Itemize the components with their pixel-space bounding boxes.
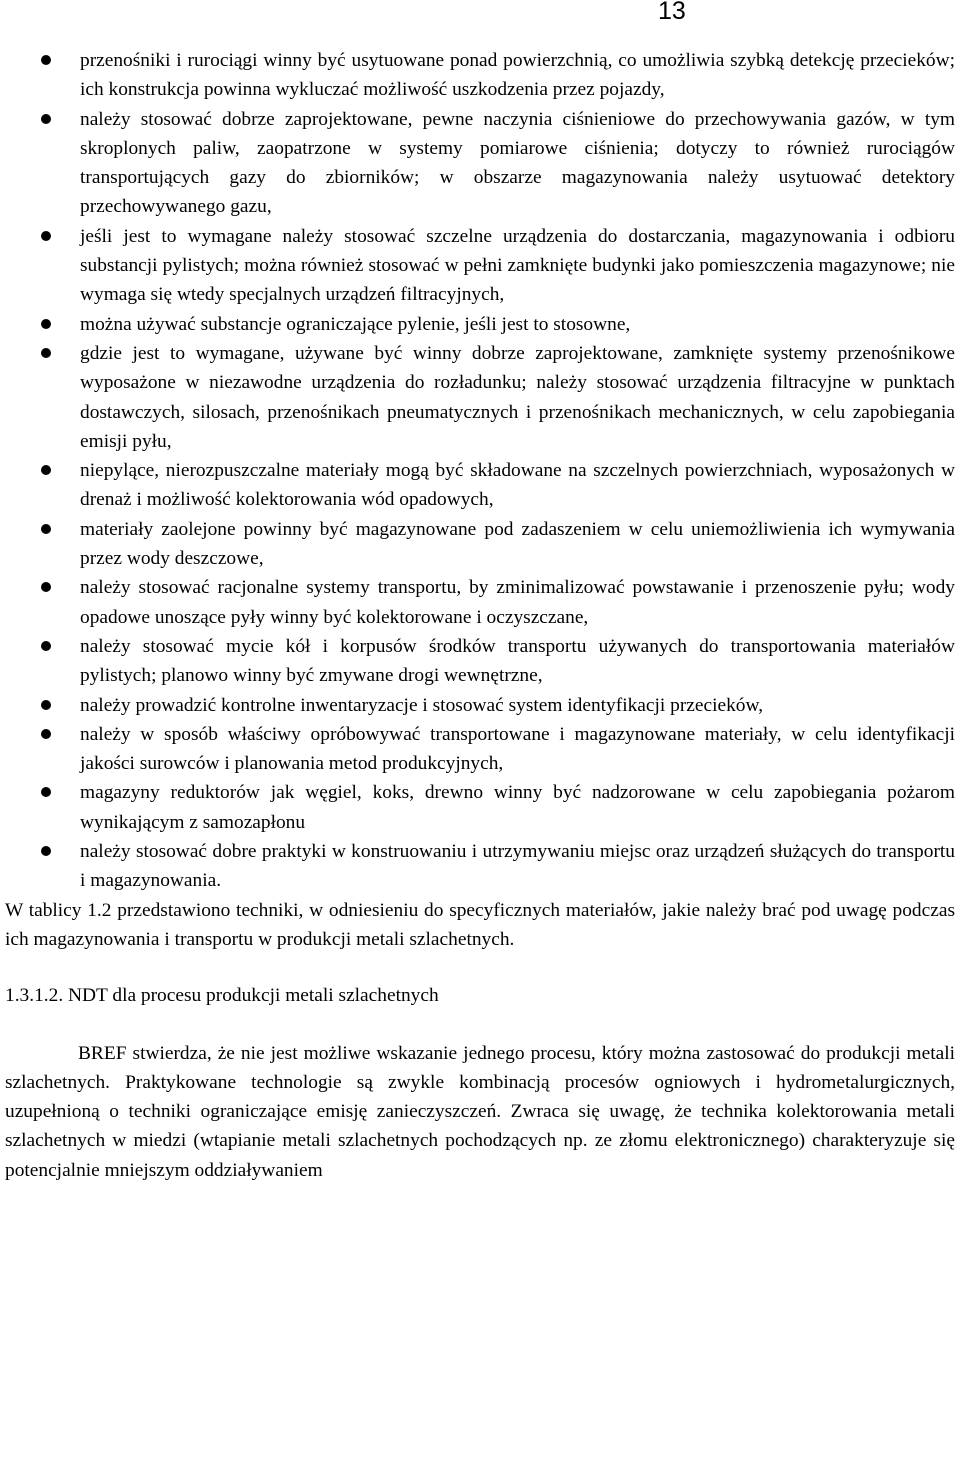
list-item-text: przenośniki i rurociągi winny być usytuowane ponad powierzchnią, co umożliwia szybką detekcję przecieków; ich konstrukcja powinna wykluczać możliwość uszkodzenia przez pojazdy,: [80, 50, 955, 101]
list-item-text: należy stosować dobre praktyki w konstruowaniu i utrzymywaniu miejsc oraz urządzeń służących do transportu i magazynowania.: [80, 841, 955, 892]
list-item-text: należy stosować dobrze zaprojektowane, pewne naczynia ciśnieniowe do przechowywania gazów, w tym skroplonych paliw, zaopatrzone w systemy pomiarowe ciśnienia; dotyczy to również rurociągów transportujących gazy do zbiorników; w obszarze magazynowania należy usytuować detektory przechowywanego gazu,: [80, 108, 955, 218]
list-item-text: można używać substancje ograniczające pylenie, jeśli jest to stosowne,: [80, 313, 631, 335]
document-body: [5, 46, 955, 1185]
table-reference-paragraph: W tablicy 1.2 przedstawiono techniki, w odniesieniu do specyficznych materiałów, jakie należy brać pod uwagę podczas ich magazynowania i transportu w produkcji metali szlachetnych.: [5, 899, 955, 950]
list-item-text: niepylące, nierozpuszczalne materiały mogą być składowane na szczelnych powierzchniach, wyposażonych w drenaż i możliwość kolektorowania wód opadowych,: [80, 460, 955, 511]
bullet-icon: [41, 641, 51, 651]
bullet-icon: [41, 787, 51, 797]
bullet-icon: [41, 55, 51, 65]
list-item: [5, 573, 955, 632]
bullet-icon: [41, 524, 51, 534]
list-item: [5, 310, 955, 339]
list-item: [5, 456, 955, 515]
list-item-text: należy w sposób właściwy opróbowywać transportowane i magazynowane materiały, w celu identyfikacji jakości surowców i planowania metod produkcyjnych,: [80, 723, 955, 775]
bref-paragraph: BREF stwierdza, że nie jest możliwe wskazanie jednego procesu, który można zastosować do produkcji metali szlachetnych. Praktykowane technologie są zwykle kombinacją procesów ogniowych i hydrometalurgicznych, uzupełnioną o techniki ograniczające emisję zanieczyszczeń. Zwraca się uwagę, że technika kolektorowania metali szlachetnych w miedzi (wtapianie metali szlachetnych pochodzących np. ze złomu elektronicznego) charakteryzuje się potencjalnie mniejszym oddziaływaniem: [5, 1042, 955, 1181]
requirements-list: [5, 46, 955, 896]
bullet-icon: [41, 348, 51, 358]
list-item-text: należy prowadzić kontrolne inwentaryzacje i stosować system identyfikacji przecieków,: [80, 694, 764, 716]
list-item: [5, 691, 955, 720]
bullet-icon: [41, 582, 51, 592]
list-item-text: magazyny reduktorów jak węgiel, koks, drewno winny być nadzorowane w celu zapobiegania pożarom wynikającym z samozapłonu: [80, 782, 955, 833]
bullet-icon: [41, 114, 51, 124]
list-item-text: należy stosować mycie kół i korpusów środków transportu używanych do transportowania materiałów pylistych; planowo winny być zmywane drogi wewnętrzne,: [80, 635, 955, 687]
list-item: [5, 46, 955, 105]
section-heading: 1.3.1.2. NDT dla procesu produkcji metali szlachetnych: [5, 985, 439, 1007]
bullet-icon: [41, 231, 51, 241]
list-item-text: materiały zaolejone powinny być magazynowane pod zadaszeniem w celu uniemożliwienia ich wymywania przez wody deszczowe,: [80, 518, 955, 570]
list-item: [5, 105, 955, 222]
list-item-text: jeśli jest to wymagane należy stosować szczelne urządzenia do dostarczania, magazynowania i odbioru substancji pylistych; można również stosować w pełni zamknięte budynki jako pomieszczenia magazynowe; nie wymaga się wtedy specjalnych urządzeń filtracyjnych,: [80, 225, 955, 306]
bullet-icon: [41, 846, 51, 856]
page-number: 13: [658, 0, 686, 25]
list-item-text: należy stosować racjonalne systemy transportu, by zminimalizować powstawanie i przenoszenie pyłu; wody opadowe unoszące pyły winny być kolektorowane i oczyszczane,: [80, 577, 955, 628]
list-item: [5, 720, 955, 779]
list-item: [5, 222, 955, 310]
list-item: [5, 515, 955, 574]
list-item: [5, 778, 955, 837]
bullet-icon: [41, 700, 51, 710]
bullet-icon: [41, 465, 51, 475]
bullet-icon: [41, 729, 51, 739]
list-item: [5, 837, 955, 896]
list-item: [5, 339, 955, 456]
list-item: [5, 632, 955, 691]
list-item-text: gdzie jest to wymagane, używane być winny dobrze zaprojektowane, zamknięte systemy przenośnikowe wyposażone w niezawodne urządzenia do rozładunku; należy stosować urządzenia filtracyjne w punktach dostawczych, silosach, przenośnikach pneumatycznych i przenośnikach mechanicznych, w celu zapobiegania emisji pyłu,: [80, 342, 955, 452]
bullet-icon: [41, 319, 51, 329]
